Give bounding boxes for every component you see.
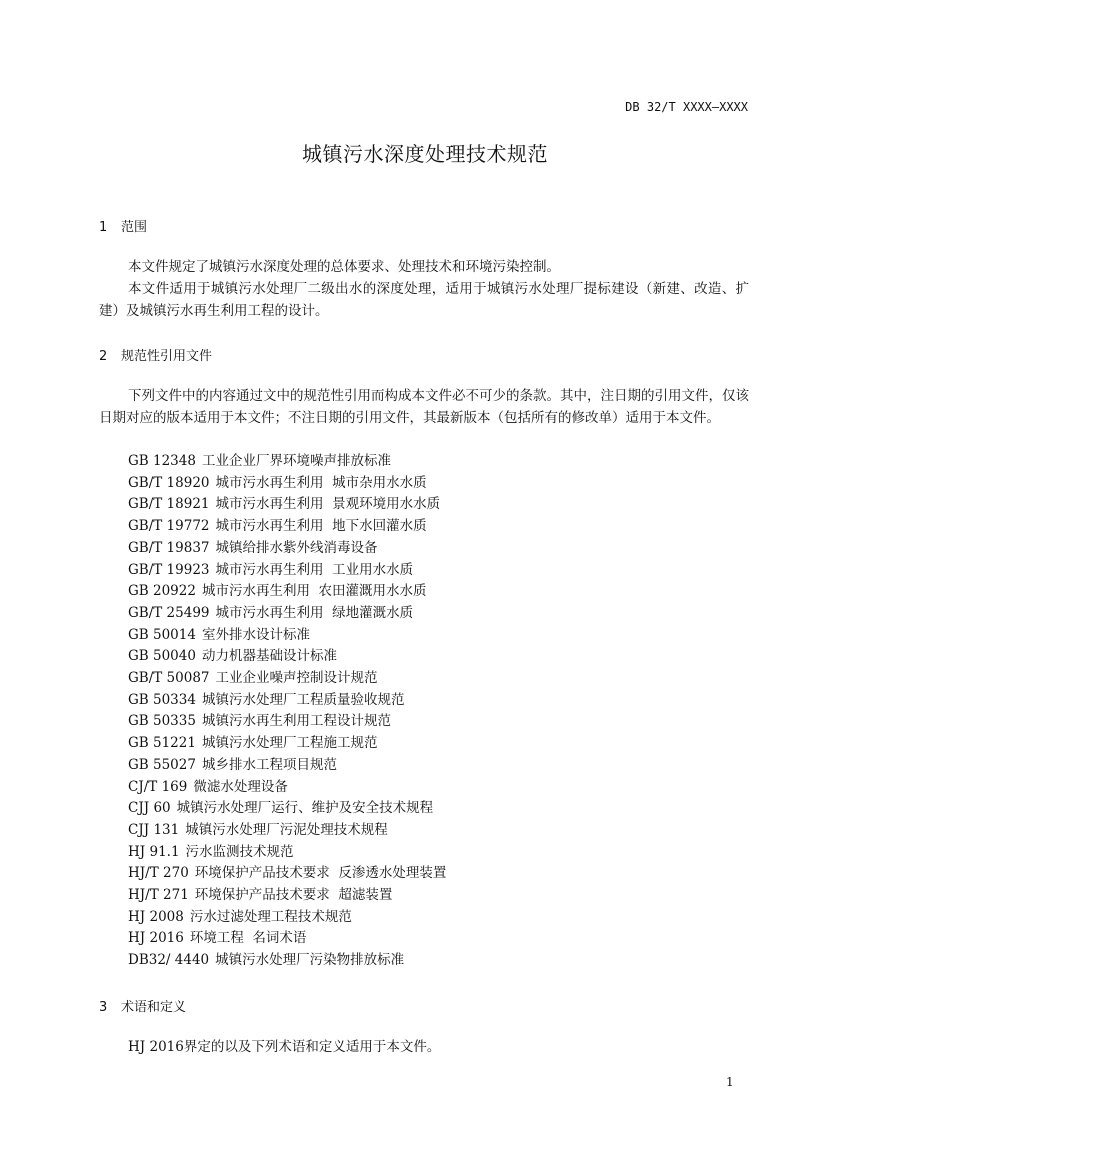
reference-item: [128, 950, 446, 972]
section-number: 1: [99, 220, 108, 235]
reference-name: 动力机器基础设计标准: [201, 648, 337, 665]
reference-item: [128, 560, 446, 582]
reference-name: 城市污水再生利用 绿地灌溉水质: [215, 604, 414, 621]
reference-list: [128, 451, 446, 972]
reference-name: 工业企业噪声控制设计规范: [215, 670, 378, 687]
reference-item: [128, 516, 446, 538]
section-heading-terms: [99, 996, 186, 1015]
reference-item: [128, 646, 446, 668]
reference-name: 环境保护产品技术要求 超滤装置: [194, 887, 393, 904]
reference-name: 工业企业厂界环境噪声排放标准: [201, 453, 391, 469]
section-heading-references: [99, 345, 212, 364]
section-heading-scope: [99, 216, 147, 235]
reference-code: HJ 2016: [128, 930, 184, 947]
section-number: 2: [99, 349, 108, 364]
reference-name: 城市污水再生利用 地下水回灌水质: [215, 518, 427, 535]
references-intro: 下列文件中的内容通过文中的规范性引用而构成本文件必不可少的条款。其中，注日期的引用文件，仅该日期对应的版本适用于本文件；不注日期的引用文件，其最新版本（包括所有的修改单）适用于本文件。: [99, 388, 749, 426]
reference-name: 城乡排水工程项目规范: [201, 756, 337, 773]
section-title: 术语和定义: [121, 1000, 187, 1015]
reference-code: HJ 91.1: [128, 843, 180, 860]
reference-code: GB 55027: [128, 756, 196, 773]
section-title: 范围: [121, 220, 148, 235]
reference-item: [128, 625, 446, 647]
reference-name: 城市污水再生利用 农田灌溉用水水质: [201, 583, 427, 600]
reference-item: [128, 603, 446, 625]
section-number: 3: [99, 1000, 108, 1015]
reference-item: [128, 711, 446, 733]
reference-code: GB 50334: [128, 691, 196, 708]
reference-name: 室外排水设计标准: [201, 626, 310, 643]
reference-name: 城镇给排水紫外线消毒设备: [215, 539, 378, 556]
reference-name: 城市污水再生利用 城市杂用水水质: [215, 474, 427, 491]
scope-paragraph-2: 本文件适用于城镇污水处理厂二级出水的深度处理，适用于城镇污水处理厂提标建设（新建、改造、扩建）及城镇污水再生利用工程的设计。: [99, 281, 749, 319]
reference-code: CJ/T 169: [128, 778, 188, 795]
reference-code: GB 12348: [128, 453, 196, 469]
reference-code: HJ 2008: [128, 908, 184, 925]
reference-code: GB/T 19772: [128, 518, 210, 535]
document-title: 城镇污水深度处理技术规范: [302, 142, 548, 166]
reference-item: [128, 581, 446, 603]
reference-code: GB 50014: [128, 626, 196, 643]
reference-item: [128, 473, 446, 495]
reference-name: 城镇污水处理厂工程施工规范: [201, 735, 378, 752]
reference-code: HJ/T 271: [128, 887, 189, 904]
reference-code: GB/T 19923: [128, 561, 210, 578]
terms-intro: HJ 2016界定的以及下列术语和定义适用于本文件。: [128, 1039, 441, 1055]
reference-code: DB32/ 4440: [128, 952, 210, 969]
reference-code: GB 20922: [128, 583, 196, 600]
reference-item: [128, 820, 446, 842]
reference-item: [128, 863, 446, 885]
reference-name: 污水监测技术规范: [185, 843, 294, 860]
reference-code: CJJ 60: [128, 800, 171, 817]
reference-name: 城镇污水再生利用工程设计规范: [201, 713, 391, 730]
reference-item: [128, 842, 446, 864]
reference-item: [128, 690, 446, 712]
reference-code: GB/T 18921: [128, 496, 210, 513]
reference-name: 城市污水再生利用 景观环境用水水质: [215, 496, 441, 513]
scope-paragraph-1: 本文件规定了城镇污水深度处理的总体要求、处理技术和环境污染控制。: [128, 259, 560, 275]
reference-code: GB/T 25499: [128, 604, 210, 621]
reference-item: [128, 668, 446, 690]
reference-item: [128, 451, 446, 473]
reference-item: [128, 755, 446, 777]
reference-name: 环境工程 名词术语: [189, 930, 307, 947]
page-number: 1: [726, 1075, 734, 1089]
reference-name: 城镇污水处理厂污染物排放标准: [215, 952, 405, 969]
reference-name: 污水过滤处理工程技术规范: [189, 908, 352, 925]
reference-name: 城市污水再生利用 工业用水水质: [215, 561, 414, 578]
reference-item: [128, 494, 446, 516]
reference-item: [128, 798, 446, 820]
reference-item: [128, 928, 446, 950]
reference-item: [128, 538, 446, 560]
reference-code: GB/T 50087: [128, 670, 210, 687]
reference-item: [128, 885, 446, 907]
reference-code: GB/T 18920: [128, 474, 210, 491]
reference-item: [128, 907, 446, 929]
reference-name: 环境保护产品技术要求 反渗透水处理装置: [194, 865, 447, 882]
reference-name: 城镇污水处理厂污泥处理技术规程: [185, 821, 388, 838]
reference-code: GB 50040: [128, 648, 196, 665]
reference-name: 城镇污水处理厂运行、维护及安全技术规程: [176, 800, 434, 817]
reference-item: [128, 777, 446, 799]
reference-code: GB/T 19837: [128, 539, 210, 556]
reference-code: GB 50335: [128, 713, 196, 730]
reference-code: CJJ 131: [128, 821, 180, 838]
reference-code: HJ/T 270: [128, 865, 189, 882]
document-code: DB 32/T XXXX—XXXX: [625, 100, 748, 114]
reference-name: 城镇污水处理厂工程质量验收规范: [201, 691, 405, 708]
reference-code: GB 51221: [128, 735, 196, 752]
reference-item: [128, 733, 446, 755]
section-title: 规范性引用文件: [121, 349, 213, 364]
reference-name: 微滤水处理设备: [193, 778, 288, 795]
